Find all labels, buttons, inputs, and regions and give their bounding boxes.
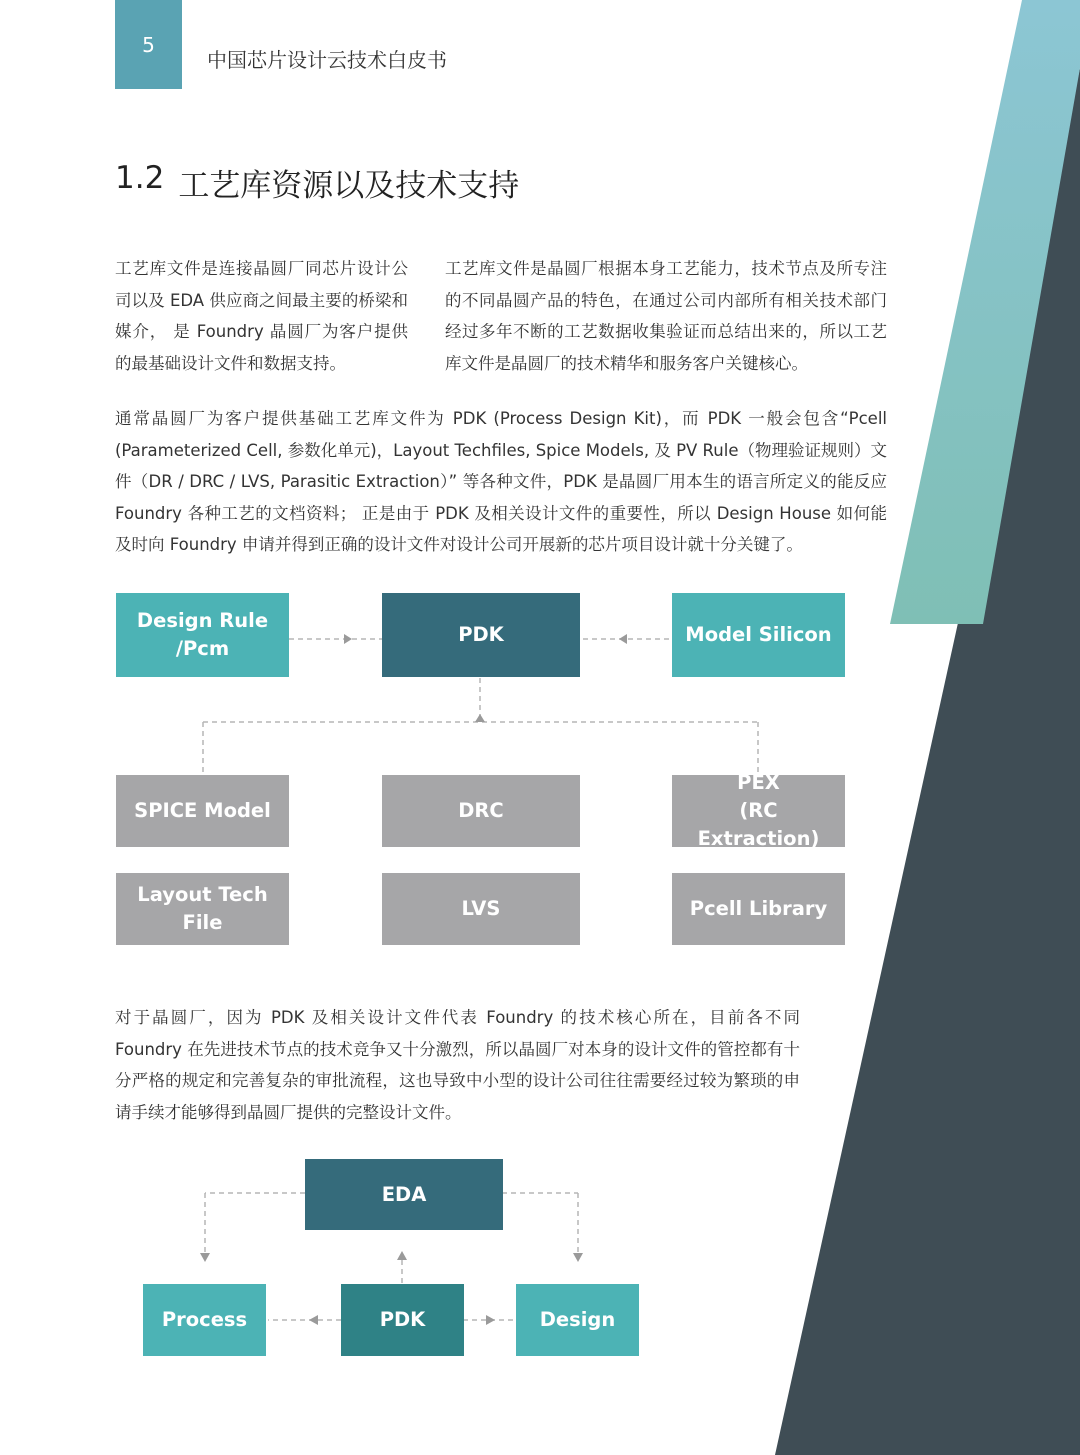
design-rule-box: Design Rule /Pcm (116, 593, 289, 677)
pdk-center-box: PDK (341, 1284, 464, 1356)
drc-box: DRC (382, 775, 580, 847)
design-box: Design (516, 1284, 639, 1356)
section-heading (115, 160, 519, 205)
paragraph-left: 工艺库文件是连接晶圆厂同芯片设计公司以及 EDA 供应商之间最主要的桥梁和媒介， 是 Foundry 晶圆厂为客户提供的最基础设计文件和数据支持。 (115, 259, 408, 373)
pcell-library-box: Pcell Library (672, 873, 845, 945)
paragraph-right: 工艺库文件是晶圆厂根据本身工艺能力，技术节点及所专注的不同晶圆产品的特色，在通过公司内部所有相关技术部门经过多年不断的工艺数据收集验证而总结出来的，所以工艺库文件是晶圆厂的技术精华和服务客户关键核心。 (445, 259, 887, 373)
pdk-box: PDK (382, 593, 580, 677)
lvs-box: LVS (382, 873, 580, 945)
paragraph-pdk-description: 通常晶圆厂为客户提供基础工艺库文件为 PDK (Process Design Kit)，而 PDK 一般会包含“Pcell (Parameterized Cell, 参数化单元)，Layout Techfiles, Spice Models, 及 PV Rule（物理验证规则）文件（DR / DRC / LVS, Parasitic Extraction）” 等各种文件，PDK 是晶圆厂用本生的语言所定义的能反应 Foundry 各种工艺的文档资料； 正是由于 PDK 及相关设计文件的重要性，所以 Design House 如何能及时向 Foundry 申请并得到正确的设计文件对设计公司开展新的芯片项目设计就十分关键了。 (115, 409, 887, 554)
paragraph-foundry-control: 对于晶圆厂，因为 PDK 及相关设计文件代表 Foundry 的技术核心所在，目前各不同 Foundry 在先进技术节点的技术竞争又十分激烈，所以晶圆厂对本身的设计文件的管控都有十分严格的规定和完善复杂的审批流程，这也导致中小型的设计公司往往需要经过较为繁琐的申请手续才能够得到晶圆厂提供的完整设计文件。 (115, 1008, 800, 1122)
layout-tech-file-box: Layout Tech File (116, 873, 289, 945)
page-number-tab (115, 0, 182, 89)
eda-box: EDA (305, 1159, 503, 1230)
model-silicon-box: Model Silicon (672, 593, 845, 677)
process-box: Process (143, 1284, 266, 1356)
pex-box: PEX (RC Extraction) (672, 775, 845, 847)
page-number: 5 (142, 32, 155, 57)
document-title: 中国芯片设计云技术白皮书 (207, 48, 447, 72)
section-number: 1.2 (115, 160, 165, 196)
section-title: 工艺库资源以及技术支持 (178, 168, 520, 204)
spice-model-box: SPICE Model (116, 775, 289, 847)
